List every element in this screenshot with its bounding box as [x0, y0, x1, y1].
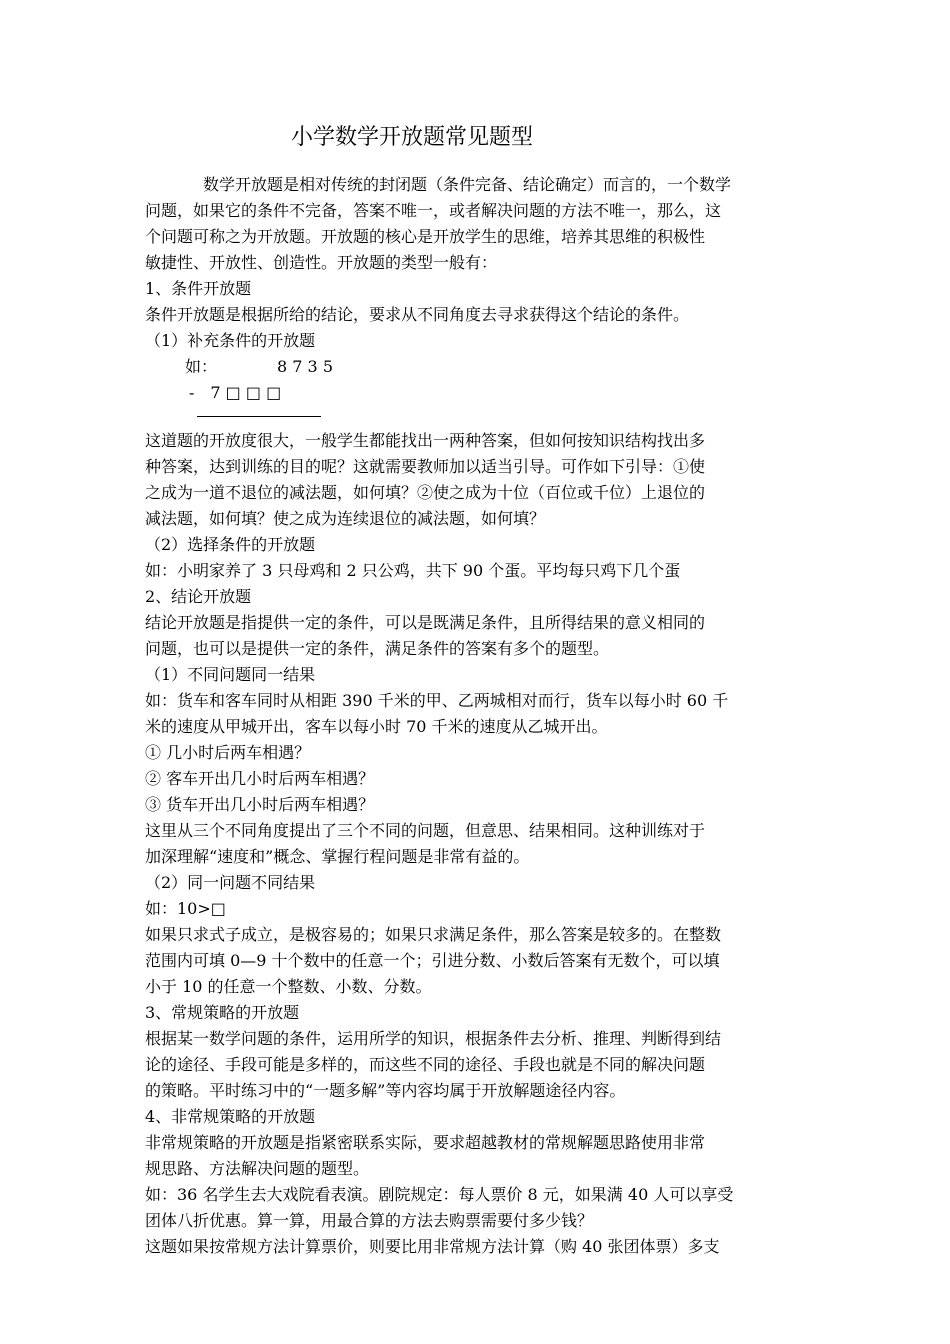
- example-line: 如：货车和客车同时从相距 390 千米的甲、乙两城相对而行，货车以每小时 60 千: [145, 691, 729, 710]
- analysis-line: 这道题的开放度很大，一般学生都能找出一两种答案，但如何按知识结构找出多: [145, 431, 706, 450]
- comment-line: 这里从三个不同角度提出了三个不同的问题，但意思、结果相同。这种训练对于: [145, 821, 706, 840]
- minus-sign: -: [189, 383, 195, 402]
- section-description: 条件开放题是根据所给的结论，要求从不同角度去寻求获得这个结论的条件。: [145, 305, 690, 324]
- intro-line: 个问题可称之为开放题。开放题的核心是开放学生的思维，培养其思维的积极性: [145, 227, 706, 246]
- subtraction-rule: [197, 416, 321, 417]
- subtraction-rule-row: [145, 406, 810, 428]
- subsection-heading: （2）选择条件的开放题: [145, 535, 316, 554]
- example-line: 如：36 名学生去大戏院看表演。剧院规定：每人票价 8 元，如果满 40 人可以享受: [145, 1185, 734, 1204]
- comment-line: 加深理解“速度和”概念、掌握行程问题是非常有益的。: [145, 847, 530, 866]
- subtraction-subtrahend-row: [145, 380, 810, 406]
- analysis-line: 减法题，如何填？使之成为连续退位的减法题，如何填？: [145, 509, 546, 528]
- section-description: 的策略。平时练习中的“一题多解”等内容均属于开放解题途径内容。: [145, 1081, 626, 1100]
- subtrahend: 7 □ □ □: [210, 383, 282, 402]
- subsection-heading: （1）不同问题同一结果: [145, 665, 316, 684]
- intro-line: 问题，如果它的条件不完备，答案不唯一，或者解决问题的方法不唯一，那么，这: [145, 201, 722, 220]
- analysis-line: 之成为一道不退位的减法题，如何填？②使之成为十位（百位或千位）上退位的: [145, 483, 706, 502]
- section-description: 规思路、方法解决问题的题型。: [145, 1159, 370, 1178]
- intro-line: 数学开放题是相对传统的封闭题（条件完备、结论确定）而言的，一个数学: [203, 175, 732, 194]
- comment-line: 这题如果按常规方法计算票价，则要比用非常规方法计算（购 40 张团体票）多支: [145, 1237, 720, 1256]
- comment-line: 如果只求式子成立，是极容易的；如果只求满足条件，那么答案是较多的。在整数: [145, 925, 722, 944]
- section-description: 根据某一数学问题的条件，运用所学的知识，根据条件去分析、推理、判断得到结: [145, 1029, 722, 1048]
- intro-line: 敏捷性、开放性、创造性。开放题的类型一般有：: [145, 253, 498, 272]
- document-body: [145, 172, 810, 1260]
- question-item: ① 几小时后两车相遇？: [145, 743, 311, 762]
- section-heading: 3、常规策略的开放题: [145, 1003, 300, 1022]
- subtraction-minuend-row: [145, 354, 810, 380]
- comment-line: 小于 10 的任意一个整数、小数、分数。: [145, 977, 432, 996]
- section-heading: 2、结论开放题: [145, 587, 252, 606]
- example-line: 米的速度从甲城开出，客车以每小时 70 千米的速度从乙城开出。: [145, 717, 608, 736]
- question-item: ② 客车开出几小时后两车相遇？: [145, 769, 375, 788]
- section-heading: 4、非常规策略的开放题: [145, 1107, 316, 1126]
- document-title: 小学数学开放题常见题型: [291, 125, 534, 150]
- example-line: 如：小明家养了 3 只母鸡和 2 只公鸡，共下 90 个蛋。平均每只鸡下几个蛋: [145, 561, 681, 580]
- example-line: 如：10>□: [145, 899, 226, 918]
- section-description: 论的途径、手段可能是多样的，而这些不同的途径、手段也就是不同的解决问题: [145, 1055, 706, 1074]
- comment-line: 范围内可填 0—9 十个数中的任意一个；引进分数、小数后答案有无数个，可以填: [145, 951, 720, 970]
- subsection-heading: （2）同一问题不同结果: [145, 873, 316, 892]
- question-item: ③ 货车开出几小时后两车相遇？: [145, 795, 375, 814]
- section-description: 非常规策略的开放题是指紧密联系实际，要求超越教材的常规解题思路使用非常: [145, 1133, 706, 1152]
- example-line: 团体八折优惠。算一算，用最合算的方法去购票需要付多少钱？: [145, 1211, 594, 1230]
- analysis-line: 种答案，达到训练的目的呢？这就需要教师加以适当引导。可作如下引导：①使: [145, 457, 706, 476]
- subsection-heading: （1）补充条件的开放题: [145, 331, 316, 350]
- section-heading: 1、条件开放题: [145, 279, 252, 298]
- section-description: 结论开放题是指提供一定的条件，可以是既满足条件，且所得结果的意义相同的: [145, 613, 706, 632]
- example-label: 如：: [185, 357, 218, 376]
- section-description: 问题，也可以是提供一定的条件，满足条件的答案有多个的题型。: [145, 639, 610, 658]
- minuend: 8 7 3 5: [277, 357, 333, 376]
